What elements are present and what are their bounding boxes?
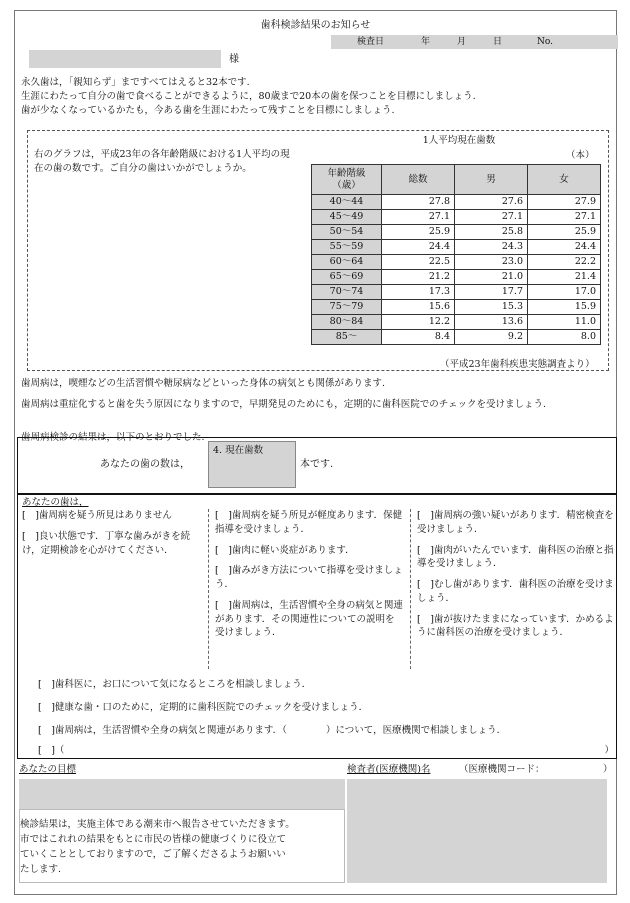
age-cell: 60～64 [312,255,382,270]
examiner-label: 検査者(医療機関)名 [347,764,431,775]
results-column-1 [22,509,200,564]
col-header-female: 女 [528,165,601,195]
results-heading: あなたの歯は， [22,497,89,508]
age-cell: 70～74 [312,285,382,300]
table-header-row [312,165,601,195]
result-option[interactable]: [ ]歯肉に軽い炎症があります． [215,544,355,556]
total-cell: 24.4 [382,240,455,255]
female-cell: 17.0 [528,285,601,300]
day-label: 日 [493,37,503,47]
examiner-label-row [347,763,613,777]
result-option[interactable]: [ ]歯周病を疑う所見が軽度あります．保健指導を受けましょう． [215,510,403,535]
female-cell: 8.0 [528,330,601,345]
table-row [312,330,601,345]
advice-lifestyle-text-end: ）について，医療機関で相談しましょう． [326,725,507,736]
male-cell: 23.0 [455,255,528,270]
table-title: 1人平均現在歯数 [422,135,496,146]
result-option[interactable]: [ ]歯みがき方法について指導を受けましょう． [215,565,403,591]
teeth-count-box [17,437,617,494]
intro-line-3: 歯が少なくなっているかたも，今ある歯を生涯にわたって残すことを目標にしましょう. [21,104,395,116]
advice-other-close: ） [604,745,614,756]
result-option[interactable]: [ ]歯周病を疑う所見はありません [22,510,172,521]
age-cell: 40～44 [312,195,382,210]
result-option[interactable]: [ ]歯周病は，生活習慣や全身の病気と関連があります．その関連性についての説明を受けましょう． [215,599,403,639]
result-option[interactable]: [ ]歯周病の強い疑いがあります．精密検査を受けましょう． [417,510,614,535]
age-cell: 85～ [312,330,382,345]
male-cell: 9.2 [455,330,528,345]
result-option[interactable]: [ ]歯が抜けたままになっています．かめるように歯科医の治療を受けましょう． [417,613,614,639]
goal-input[interactable] [19,779,345,809]
table-row [312,255,601,270]
results-column-3 [410,509,614,669]
table-row [312,270,601,285]
facility-code-label: （医療機関コード： [459,764,545,775]
report-notice-line: 市ではこれれの結果をもとに市民の皆様の健康づくりに役立て [20,834,287,845]
year-label: 年 [421,37,431,47]
graph-description: 右のグラフは，平成23年の各年齢階級における1人平均の現在の歯の数です。ご自分の歯はいかがでしょうか。 [34,149,290,174]
results-column-2 [208,509,404,669]
periodontal-note-3: 歯周病検診の結果は，以下のとおりでした. [21,432,205,443]
female-cell: 11.0 [528,315,601,330]
female-cell: 27.9 [528,195,601,210]
advice-checkup[interactable]: [ ]健康な歯・口のために，定期的に歯科医院でのチェックを受けましょう． [38,702,369,713]
examiner-input[interactable] [347,779,607,883]
male-cell: 15.3 [455,300,528,315]
male-cell: 27.6 [455,195,528,210]
age-cell: 75～79 [312,300,382,315]
age-cell: 80～84 [312,315,382,330]
male-cell: 25.8 [455,225,528,240]
total-cell: 8.4 [382,330,455,345]
teeth-stats-section [27,130,609,371]
facility-code-close: ） [603,764,613,775]
advice-lifestyle[interactable] [38,724,614,738]
table-row [312,300,601,315]
table-row [312,285,601,300]
teeth-count-unit: 本です. [300,459,334,470]
teeth-count-box-label: 4. 現在歯数 [213,445,264,456]
number-label: No. [537,37,553,47]
intro-line-1: 永久歯は，「親知らず」まですべてはえると32本です. [21,77,250,88]
table-source: （平成23年歯科疾患実態調査より） [440,359,595,370]
total-cell: 12.2 [382,315,455,330]
table-row [312,225,601,240]
female-cell: 15.9 [528,300,601,315]
report-notice [19,809,345,883]
results-box [17,494,617,759]
table-unit: （本） [566,150,595,161]
total-cell: 27.8 [382,195,455,210]
report-notice-line: ていくこととしておりますので，ご了解くださるようお願いい [20,849,286,860]
result-option[interactable]: [ ]歯肉がいたんでいます．歯科医の治療と指導を受けましょう． [417,544,614,570]
total-cell: 27.1 [382,210,455,225]
table-row [312,240,601,255]
male-cell: 27.1 [455,210,528,225]
table-row [312,195,601,210]
age-cell: 55～59 [312,240,382,255]
total-cell: 22.5 [382,255,455,270]
report-notice-line: たします. [20,864,62,875]
age-cell: 50～54 [312,225,382,240]
result-sheet [14,10,617,895]
exam-date-bar [331,35,618,49]
female-cell: 22.2 [528,255,601,270]
page-title: 歯科検診結果のお知らせ [260,20,371,31]
goal-label: あなたの目標 [19,764,77,775]
female-cell: 24.4 [528,240,601,255]
table-row [312,210,601,225]
report-notice-line: 検診結果は，実施主体である潮来市へ報告させていただきます。 [20,819,295,830]
periodontal-note-2: 歯周病は重症化すると歯を失う原因になりますので，早期発見のためにも，定期的に歯科医院でのチェックを受けましょう. [21,399,547,410]
col-header-male: 男 [455,165,528,195]
female-cell: 27.1 [528,210,601,225]
advice-lifestyle-text: [ ]歯周病は，生活習慣や全身の病気と関連があります．（ [38,725,287,736]
teeth-count-input[interactable] [208,441,296,488]
month-label: 月 [457,37,467,47]
table-row [312,315,601,330]
total-cell: 17.3 [382,285,455,300]
female-cell: 21.4 [528,270,601,285]
advice-other[interactable] [38,744,614,758]
male-cell: 24.3 [455,240,528,255]
exam-date-label: 検査日 [357,37,385,47]
honorific: 様 [229,54,239,65]
col-header-age: 年齢階級（歳） [312,165,382,195]
female-cell: 25.9 [528,225,601,240]
recipient-name-field[interactable] [29,50,221,68]
total-cell: 15.6 [382,300,455,315]
male-cell: 21.0 [455,270,528,285]
advice-consult[interactable]: [ ]歯科医に，お口について気になるところを相談しましょう． [38,679,312,690]
total-cell: 21.2 [382,270,455,285]
teeth-count-label: あなたの歯の数は， [100,459,190,470]
teeth-count-table [311,164,601,345]
male-cell: 13.6 [455,315,528,330]
age-cell: 65～69 [312,270,382,285]
col-header-total: 総数 [382,165,455,195]
male-cell: 17.7 [455,285,528,300]
advice-other-open: [ ]（ [38,745,65,756]
intro-line-2: 生涯にわたって自分の歯で食べることができるように，80歳まで20本の歯を保つことを目標にしましょう. [21,90,476,102]
periodontal-note-1: 歯周病は，喫煙などの生活習慣や糖尿病などといった身体の病気とも関係があります. [21,378,386,389]
result-option[interactable]: [ ]むし歯があります．歯科医の治療を受けましょう． [417,579,614,604]
intro-text [21,76,615,117]
total-cell: 25.9 [382,225,455,240]
age-cell: 45～49 [312,210,382,225]
result-option[interactable]: [ ]良い状態です．丁寧な歯みがきを続け，定期検診を心がけてください． [22,530,191,556]
